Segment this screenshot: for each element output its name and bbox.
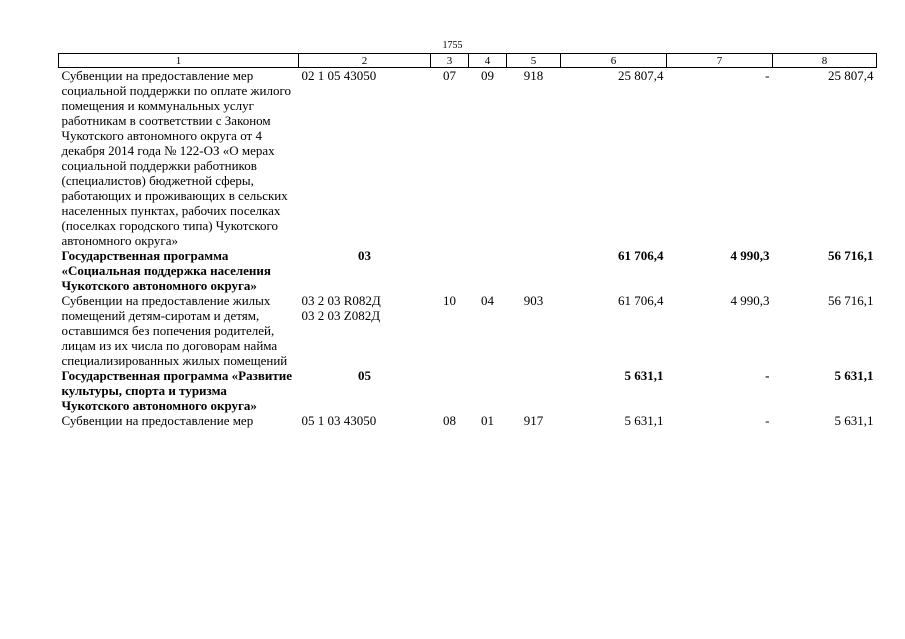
cell-amount-regional: 5 631,1: [834, 413, 874, 428]
cell-department: 903: [523, 293, 544, 308]
table-row: [59, 293, 877, 368]
budget-table: [58, 53, 877, 428]
table-row: [59, 68, 877, 249]
cell-amount-regional: 5 631,1: [834, 368, 874, 383]
cell-section: 10: [443, 293, 456, 308]
cell-amount-federal: -: [765, 68, 770, 83]
header-row: [59, 54, 877, 68]
cell-department: 917: [523, 413, 544, 428]
cell-description: Государственная программа «Развитие культуры, спорта и туризма Чукотского автономного округа»: [61, 368, 292, 413]
cell-section: [431, 368, 469, 413]
cell-amount-regional: 56 716,1: [828, 248, 874, 263]
cell-amount-federal: -: [765, 368, 770, 383]
cell-department: [507, 248, 561, 293]
cell-amount-total: 5 631,1: [624, 368, 664, 383]
cell-subsection: 09: [481, 68, 494, 83]
cell-amount-regional: 25 807,4: [828, 68, 874, 83]
cell-amount-regional: 56 716,1: [828, 293, 874, 308]
cell-amount-total: 61 706,4: [618, 293, 664, 308]
program-row: [59, 368, 877, 413]
cell-subsection: 04: [481, 293, 494, 308]
cell-section: 08: [443, 413, 456, 428]
cell-classification-code: 03: [358, 248, 371, 263]
cell-subsection: [469, 248, 507, 293]
cell-amount-federal: -: [765, 413, 770, 428]
cell-amount-total: 61 706,4: [618, 248, 664, 263]
cell-section: [431, 248, 469, 293]
cell-subsection: 01: [481, 413, 494, 428]
header-col-7: 7: [667, 54, 773, 68]
header-col-4: 4: [469, 54, 507, 68]
cell-section: 07: [443, 68, 456, 83]
cell-classification-code: 03 2 03 R082Д 03 2 03 Z082Д: [301, 293, 381, 323]
header-col-2: 2: [299, 54, 431, 68]
table-row: [59, 413, 877, 428]
header-col-1: 1: [59, 54, 299, 68]
table-body: [59, 68, 877, 429]
cell-amount-federal: 4 990,3: [730, 248, 770, 263]
table-header: [59, 54, 877, 68]
cell-classification-code: 05 1 03 43050: [301, 413, 377, 428]
cell-amount-total: 25 807,4: [618, 68, 664, 83]
cell-description: Субвенции на предоставление мер социальной поддержки по оплате жилого помещения и коммунальных услуг работникам в соответствии с Законом Чукотского автономного округа от 4 декабря 2014 года № 122-ОЗ «О мерах социальной поддержки работников (специалистов) бюджетной сферы, работающих и проживающих в сельских населенных пунктах, рабочих поселках (поселках городского типа) Чукотского автономного округа»: [61, 68, 291, 248]
cell-amount-federal: 4 990,3: [730, 293, 770, 308]
header-col-6: 6: [561, 54, 667, 68]
cell-department: [507, 368, 561, 413]
cell-description: Государственная программа «Социальная поддержка населения Чукотского автономного округа»: [61, 248, 271, 293]
header-col-8: 8: [773, 54, 877, 68]
cell-description: Субвенции на предоставление мер: [61, 413, 254, 428]
cell-amount-total: 5 631,1: [624, 413, 664, 428]
cell-classification-code: 02 1 05 43050: [301, 68, 377, 83]
header-col-3: 3: [431, 54, 469, 68]
cell-description: Субвенции на предоставление жилых помещений детям-сиротам и детям, оставшимся без попечения родителей, лицам из их числа по договорам найма специализированных жилых помещений: [61, 293, 288, 368]
program-row: [59, 248, 877, 293]
cell-department: 918: [523, 68, 544, 83]
page-number: 1755: [442, 40, 463, 51]
cell-classification-code: 05: [358, 368, 371, 383]
cell-subsection: [469, 368, 507, 413]
header-col-5: 5: [507, 54, 561, 68]
